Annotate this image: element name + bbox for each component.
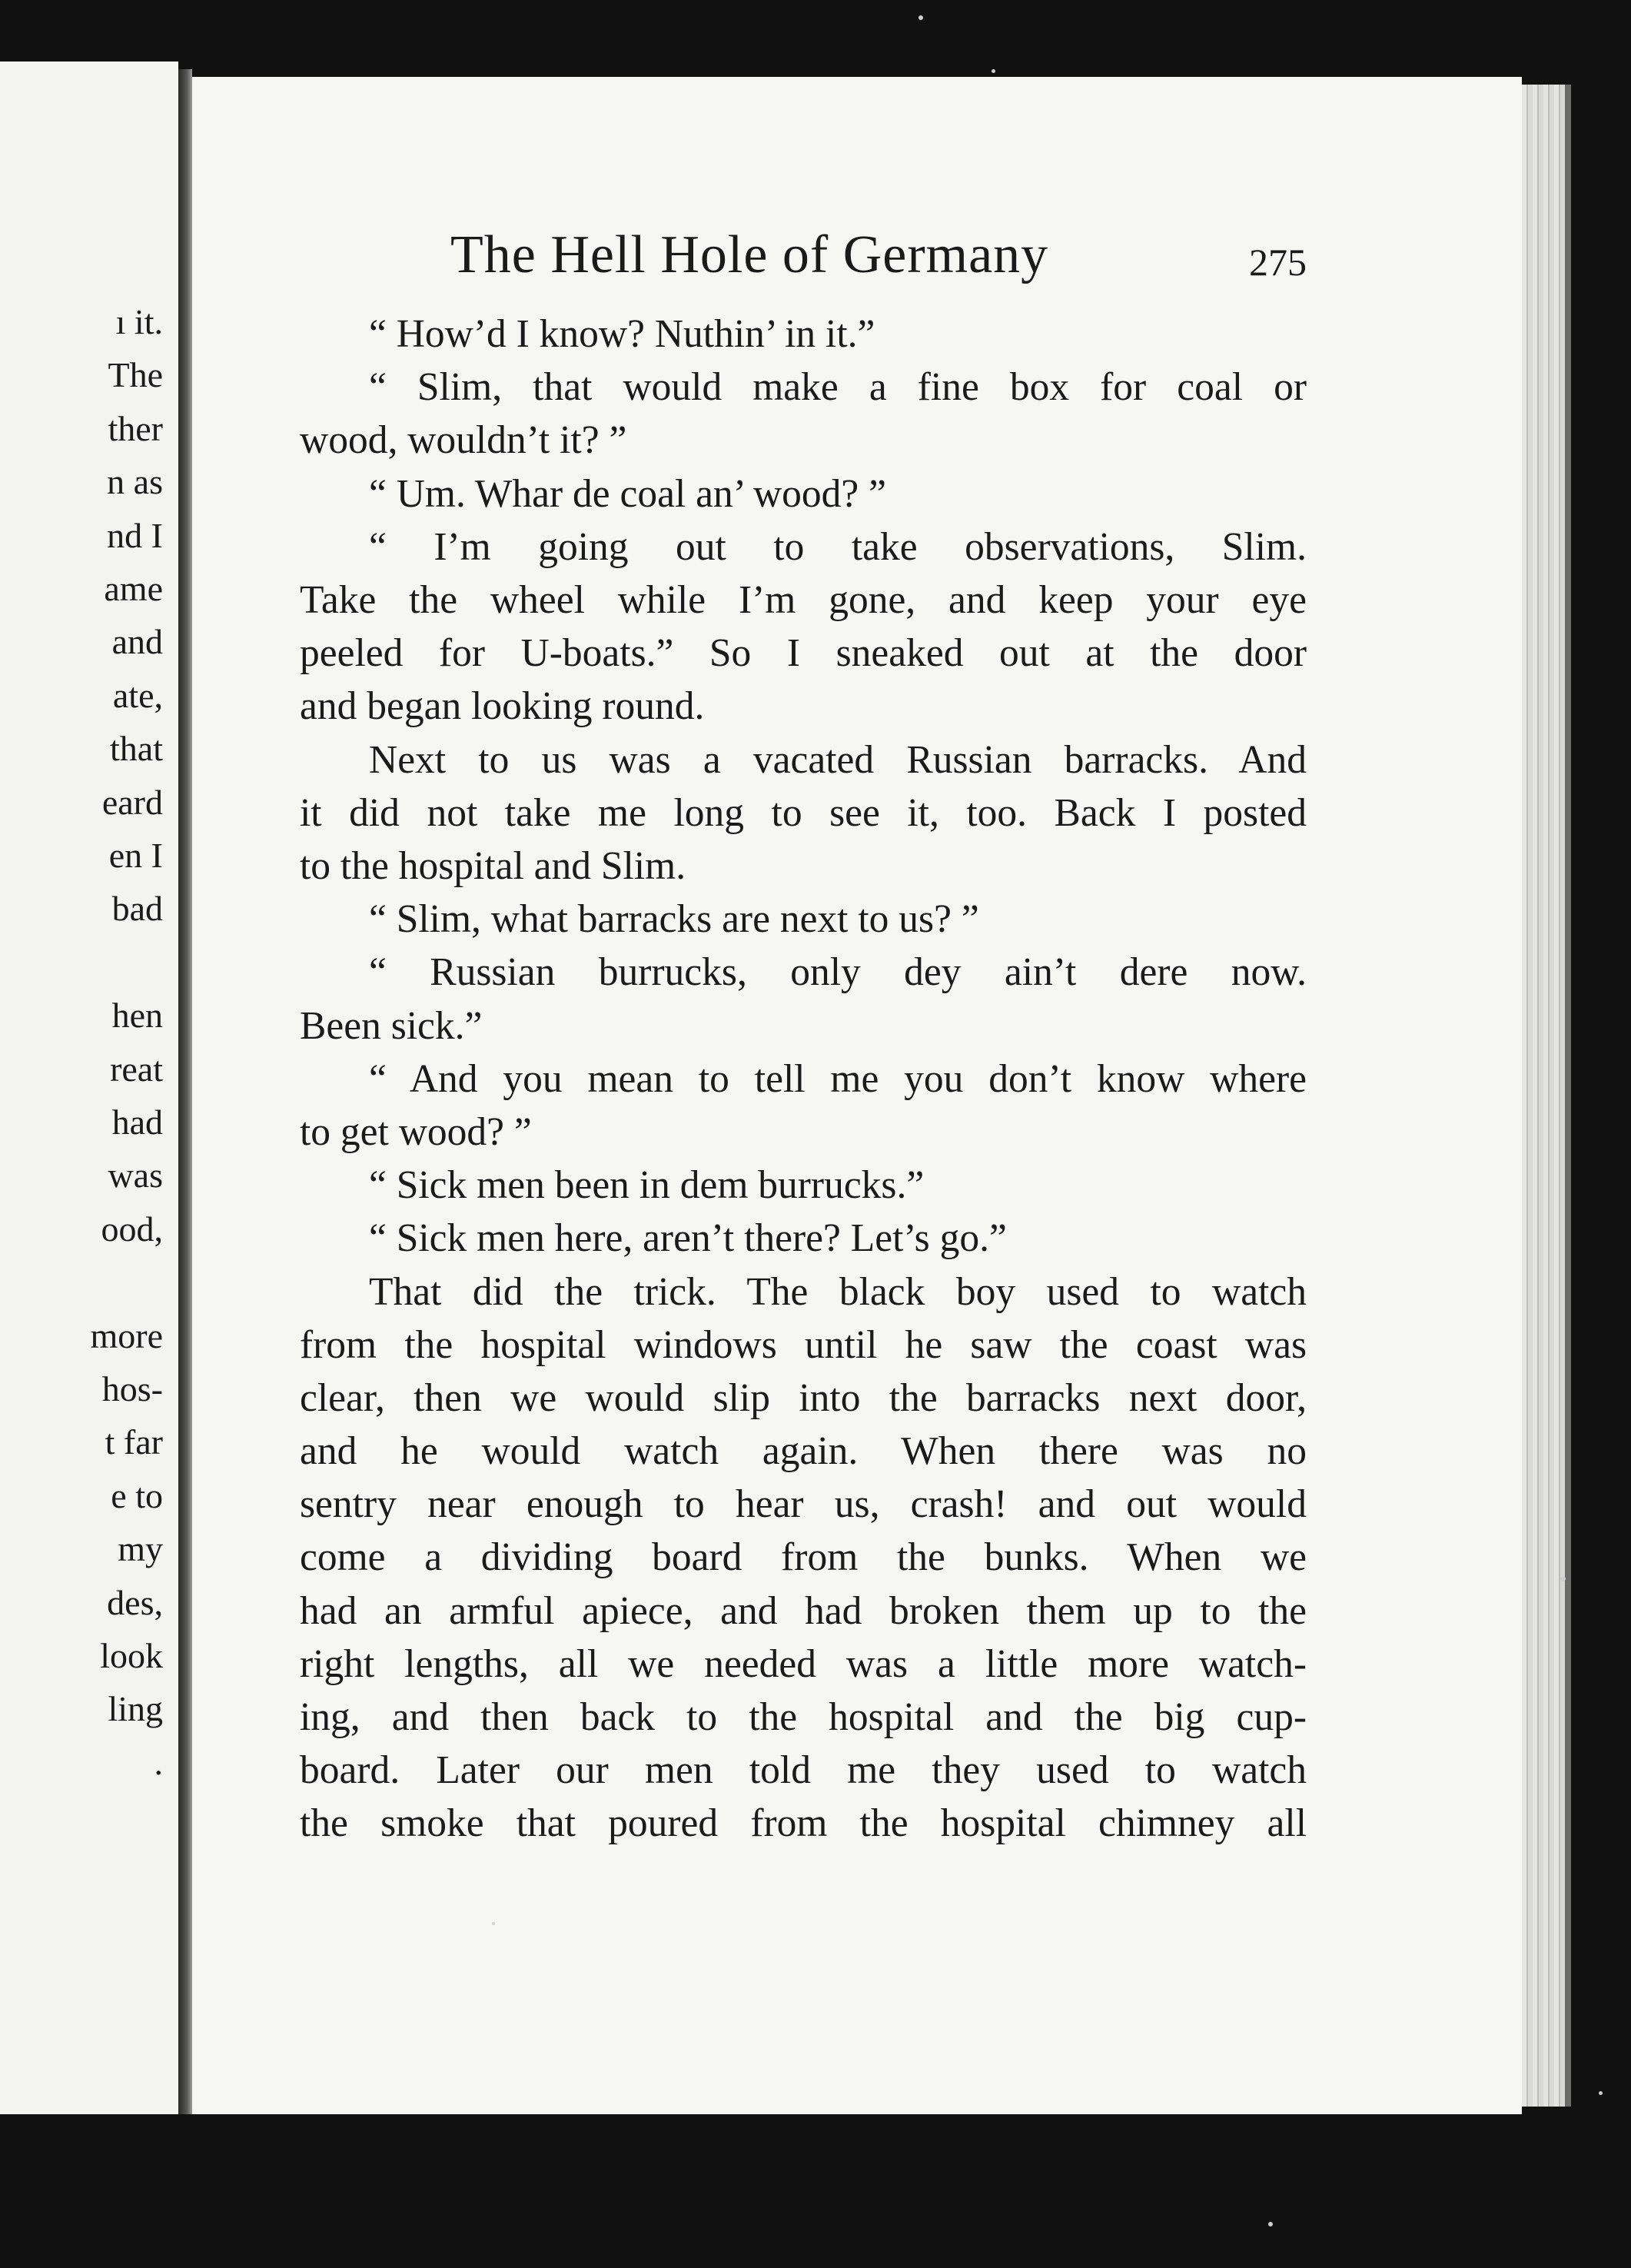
running-title: The Hell Hole of Germany	[450, 225, 1049, 284]
page-number: 275	[1249, 241, 1307, 284]
previous-page	[0, 62, 178, 2114]
previous-page-line-fragment: ood,	[101, 1209, 163, 1249]
previous-page-line-fragment: and	[111, 622, 163, 662]
text-line: and he would watch again. When there was no	[300, 1429, 1307, 1474]
text-line: “ Slim, what barracks are next to us? ”	[369, 897, 979, 942]
text-line: Take the wheel while I’m gone, and keep your eye	[300, 577, 1307, 622]
text-line: come a dividing board from the bunks. When we	[300, 1535, 1307, 1580]
text-line: it did not take me long to see it, too. Back I posted	[300, 790, 1307, 835]
previous-page-line-fragment: t far	[105, 1422, 163, 1462]
text-line: peeled for U-boats.” So I sneaked out at the door	[300, 631, 1307, 676]
text-line: to get wood? ”	[300, 1109, 532, 1154]
text-line: “ I’m going out to take observations, Slim.	[369, 524, 1307, 569]
text-line: the smoke that poured from the hospital chimney all	[300, 1801, 1307, 1846]
previous-page-line-fragment: my	[118, 1529, 163, 1569]
text-line: That did the trick. The black boy used to watch	[369, 1269, 1307, 1314]
text-line: “ How’d I know? Nuthin’ in it.”	[369, 312, 875, 356]
previous-page-line-fragment: ling	[108, 1689, 163, 1729]
previous-page-line-fragment: look	[100, 1636, 163, 1675]
text-line: ing, and then back to the hospital and the big cup-	[300, 1695, 1307, 1740]
previous-page-line-fragment: .	[154, 1742, 163, 1782]
previous-page-line-fragment: des,	[107, 1582, 163, 1622]
text-line: clear, then we would slip into the barracks next door,	[300, 1375, 1307, 1420]
previous-page-line-fragment: was	[108, 1156, 163, 1196]
previous-page-line-fragment: reat	[110, 1049, 163, 1089]
previous-page-line-fragment: hen	[111, 996, 163, 1036]
previous-page-line-fragment: more	[90, 1315, 163, 1355]
previous-page-line-fragment: bad	[111, 889, 163, 929]
text-line: Been sick.”	[300, 1003, 483, 1048]
text-line: Next to us was a vacated Russian barracks. And	[369, 737, 1307, 782]
text-line: right lengths, all we needed was a little more watch-	[300, 1641, 1307, 1686]
text-line: “ And you mean to tell me you don’t know where	[369, 1056, 1307, 1101]
text-line: “ Sick men here, aren’t there? Let’s go.”	[369, 1216, 1007, 1261]
body-text	[300, 308, 1307, 1851]
previous-page-line-fragment: n as	[107, 462, 163, 502]
previous-page-line-fragment: ther	[108, 408, 163, 448]
previous-page-line-fragment: nd I	[107, 515, 163, 555]
text-line: “ Um. Whar de coal an’ wood? ”	[369, 471, 887, 516]
previous-page-line-fragment: ate,	[112, 675, 163, 715]
previous-page-line-fragment: ı it.	[115, 302, 163, 341]
text-line: from the hospital windows until he saw the coast was	[300, 1322, 1307, 1367]
previous-page-line-fragment: had	[111, 1102, 163, 1142]
previous-page-line-fragment: that	[110, 729, 163, 769]
text-line: “ Sick men been in dem burrucks.”	[369, 1163, 925, 1208]
previous-page-line-fragment: The	[108, 355, 163, 395]
previous-page-line-fragment: en I	[108, 836, 163, 875]
text-line: board. Later our men told me they used to watch	[300, 1748, 1307, 1793]
text-line: to the hospital and Slim.	[300, 843, 686, 888]
previous-page-line-fragment: eard	[101, 782, 163, 822]
text-line: “ Russian burrucks, only dey ain’t dere now.	[369, 950, 1307, 995]
previous-page-line-fragment: ame	[104, 569, 163, 608]
book-gutter	[178, 69, 192, 2114]
page-edge-shadow	[1565, 85, 1571, 2107]
page-header	[261, 224, 1307, 294]
text-line: wood, wouldn’t it? ”	[300, 418, 627, 463]
previous-page-line-fragment: hos-	[101, 1369, 163, 1408]
previous-page-line-fragment: e to	[111, 1475, 163, 1515]
text-line: had an armful apiece, and had broken them up to the	[300, 1588, 1307, 1633]
text-line: “ Slim, that would make a fine box for coal or	[369, 365, 1307, 410]
text-line: sentry near enough to hear us, crash! and out would	[300, 1482, 1307, 1527]
page-edges	[1522, 85, 1565, 2107]
text-line: and began looking round.	[300, 684, 705, 729]
